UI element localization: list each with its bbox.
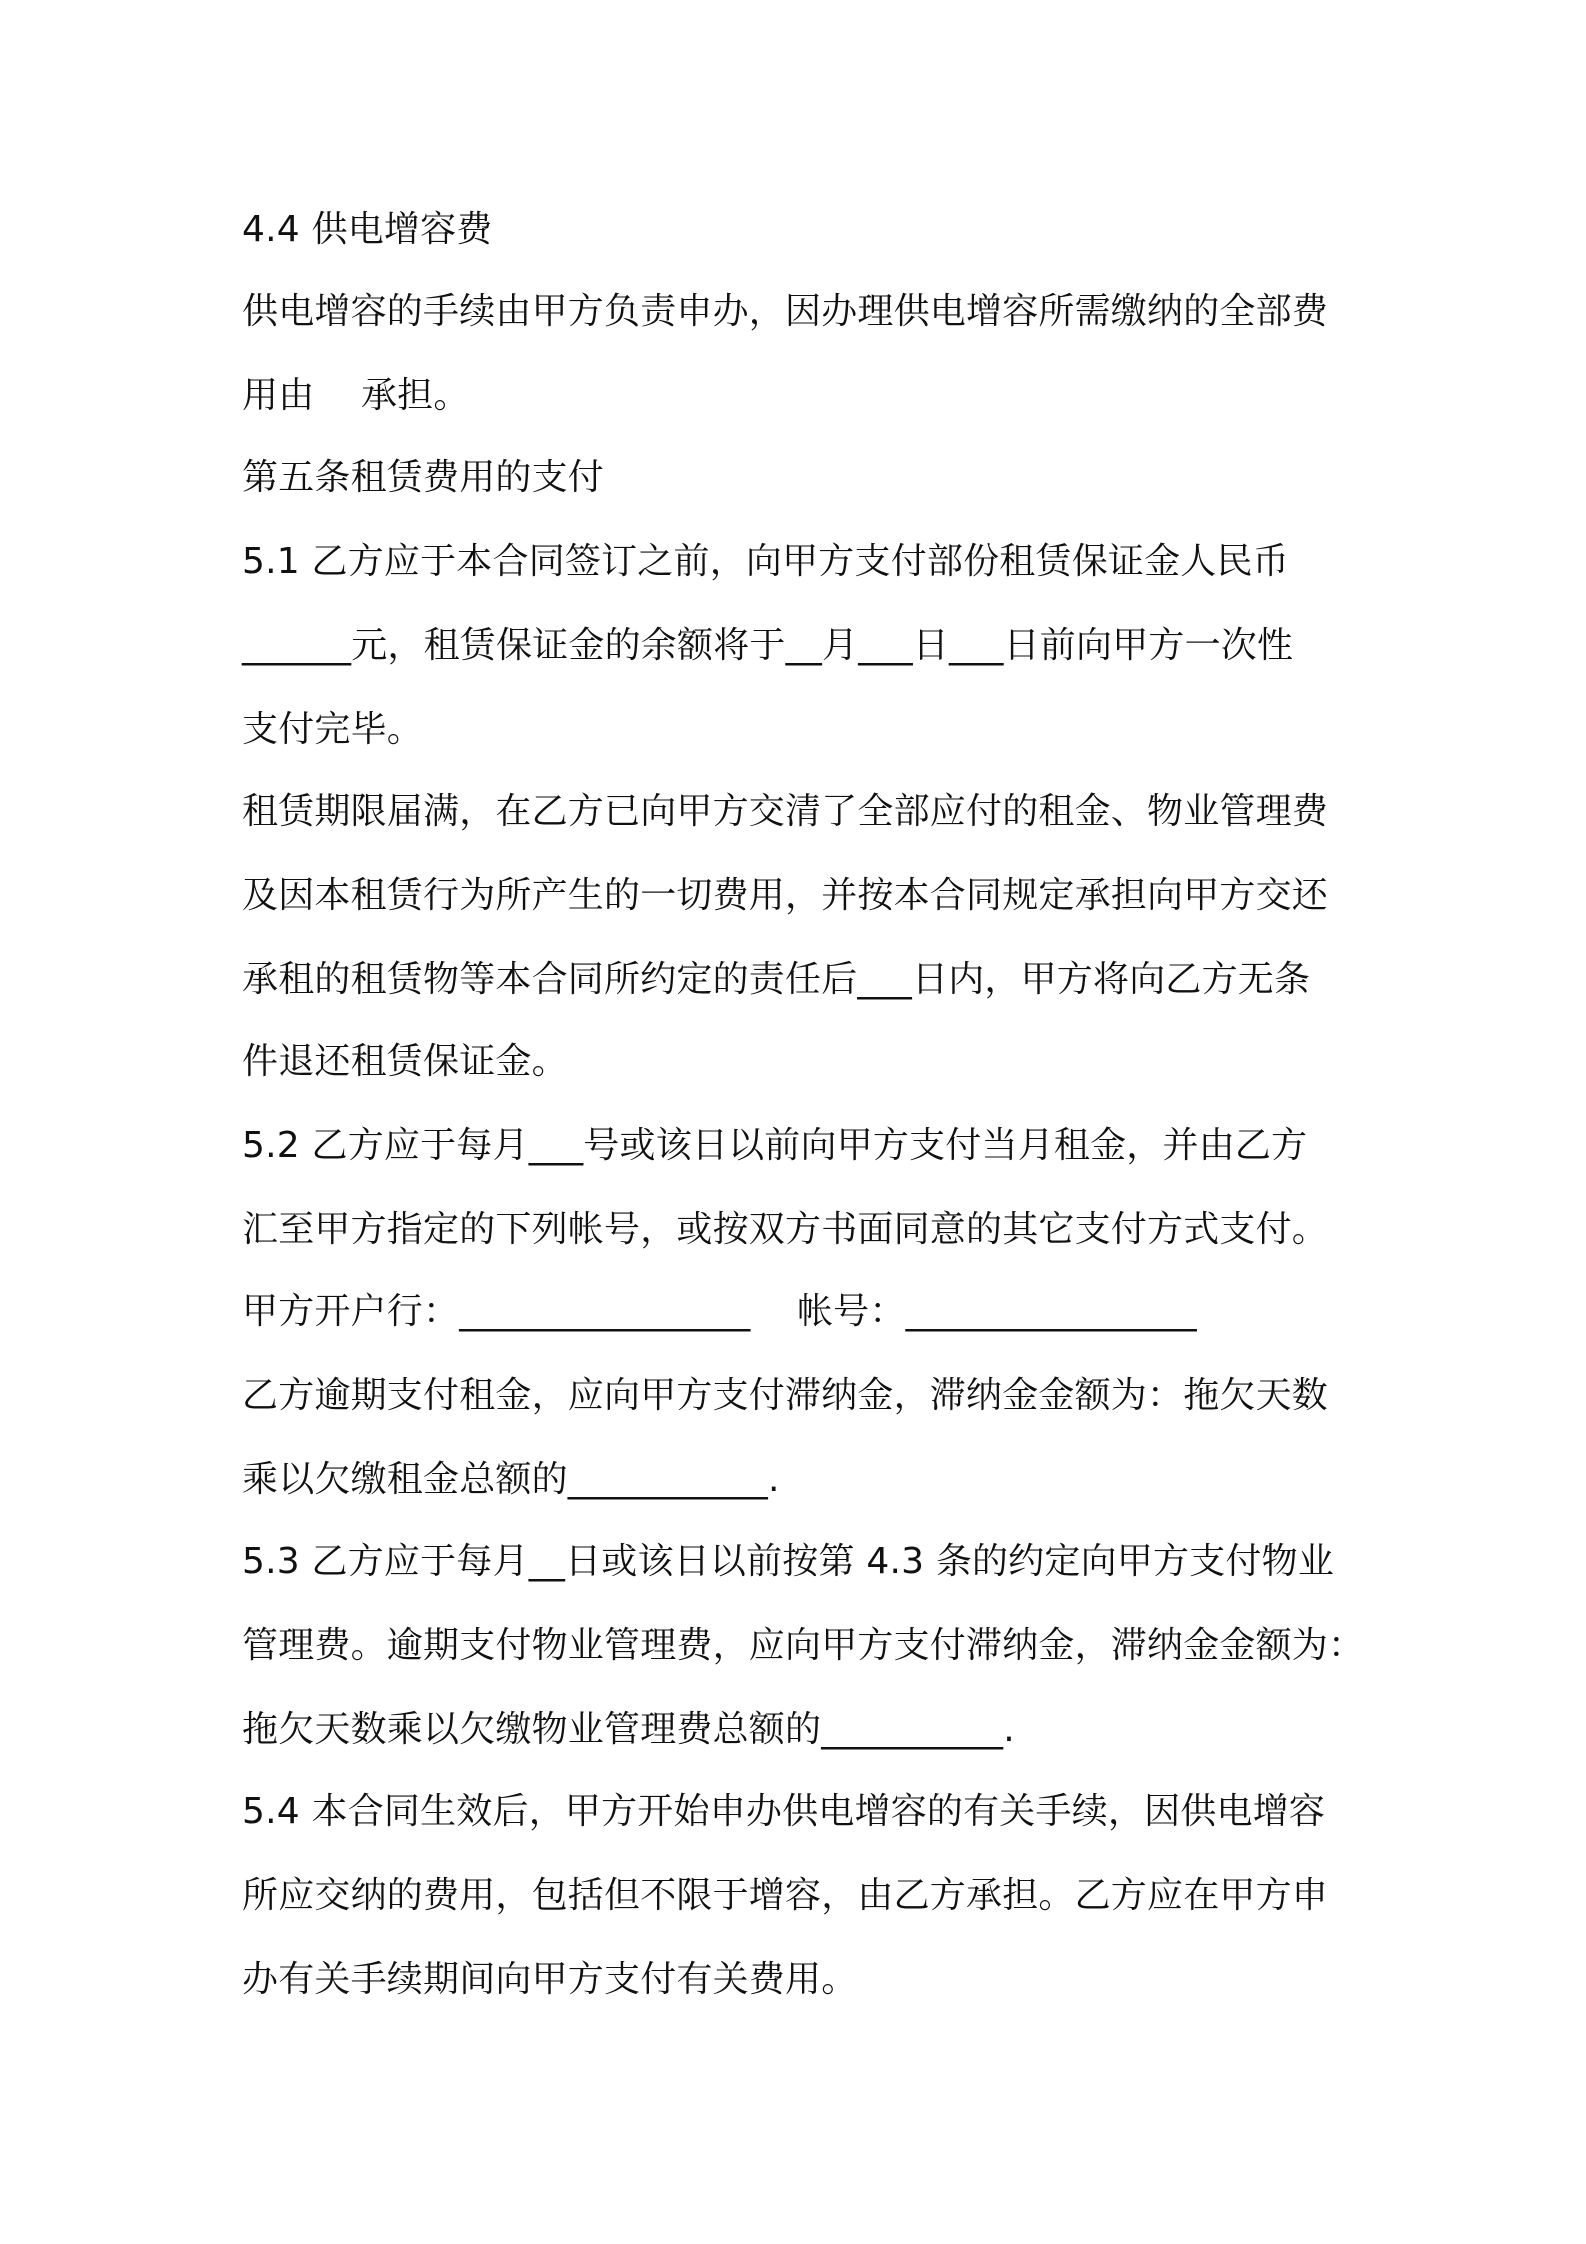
paragraph-line: ______元，租赁保证金的余额将于__月___日___日前向甲方一次性 <box>242 625 1294 666</box>
paragraph-line: 5.2 乙方应于每月___号或该日以前向甲方支付当月租金，并由乙方 <box>242 1125 1308 1166</box>
paragraph-line: 汇至甲方指定的下列帐号，或按双方书面同意的其它支付方式支付。 <box>242 1209 1329 1250</box>
paragraph-line: 管理费。逾期支付物业管理费，应向甲方支付滞纳金，滞纳金金额为： <box>242 1625 1365 1666</box>
paragraph-line: 件退还租赁保证金。 <box>242 1041 568 1082</box>
section-heading-4-4: 4.4 供电增容费 <box>242 209 493 250</box>
paragraph-line: 乘以欠缴租金总额的___________. <box>242 1459 780 1500</box>
paragraph-line: 租赁期限届满，在乙方已向甲方交清了全部应付的租金、物业管理费 <box>242 791 1329 832</box>
paragraph-line: 供电增容的手续由甲方负责申办，因办理供电增容所需缴纳的全部费 <box>242 291 1329 332</box>
paragraph-line: 办有关手续期间向甲方支付有关费用。 <box>242 1959 858 2000</box>
paragraph-line: 5.3 乙方应于每月__日或该日以前按第 4.3 条的约定向甲方支付物业 <box>242 1541 1335 1582</box>
paragraph-line: 所应交纳的费用，包括但不限于增容，由乙方承担。乙方应在甲方申 <box>242 1875 1329 1916</box>
paragraph-line: 拖欠天数乘以欠缴物业管理费总额的__________. <box>242 1709 1015 1750</box>
paragraph-line: 及因本租赁行为所产生的一切费用，并按本合同规定承担向甲方交还 <box>242 875 1329 916</box>
bank-account-line: 甲方开户行：________________ 帐号：________________ <box>242 1291 1197 1332</box>
paragraph-line: 5.4 本合同生效后，甲方开始申办供电增容的有关手续，因供电增容 <box>242 1791 1326 1832</box>
paragraph-line: 乙方逾期支付租金，应向甲方支付滞纳金，滞纳金金额为：拖欠天数 <box>242 1375 1329 1416</box>
paragraph-line: 承租的租赁物等本合同所约定的责任后___日内，甲方将向乙方无条 <box>242 959 1311 1000</box>
paragraph-line: 支付完毕。 <box>242 709 424 750</box>
article-heading-5: 第五条租赁费用的支付 <box>242 457 605 498</box>
paragraph-line: 用由 承担。 <box>242 375 470 416</box>
paragraph-line: 5.1 乙方应于本合同签订之前，向甲方支付部份租赁保证金人民币 <box>242 541 1289 582</box>
